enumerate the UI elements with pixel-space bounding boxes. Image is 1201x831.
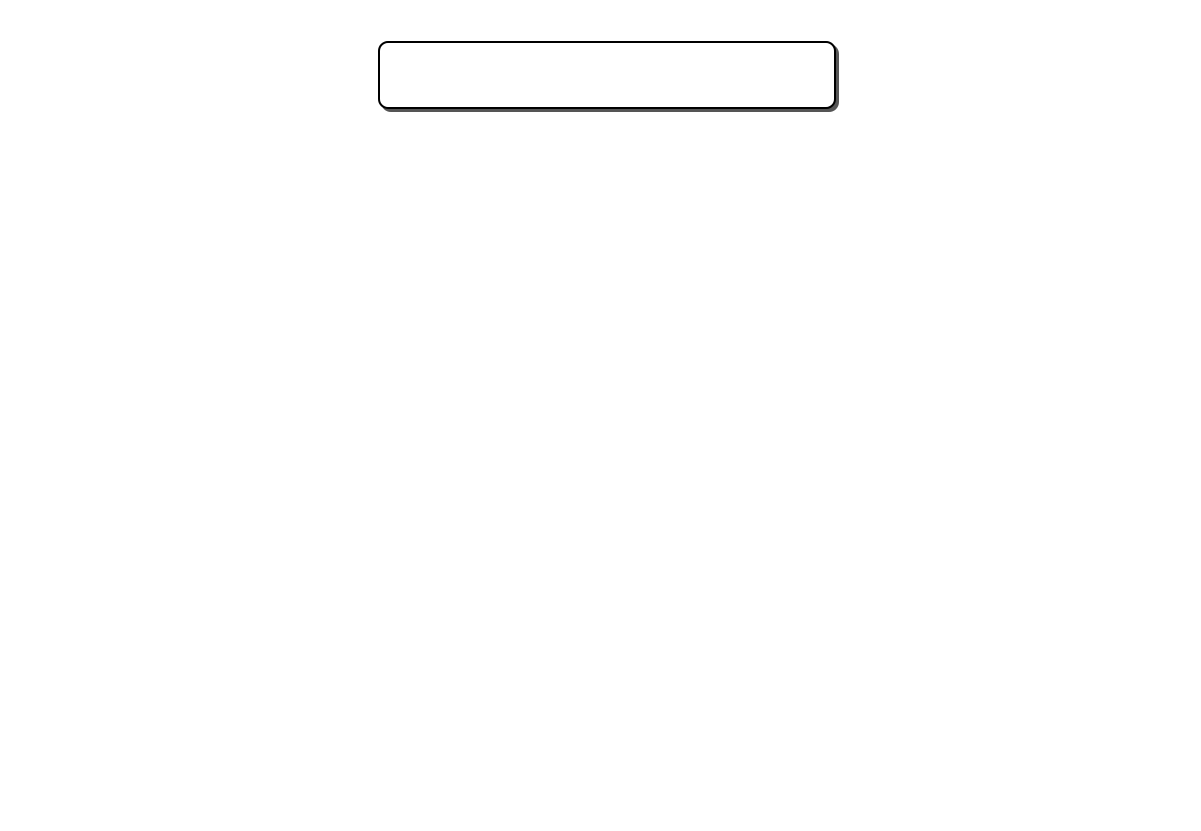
title-banner[interactable] [378, 41, 836, 109]
